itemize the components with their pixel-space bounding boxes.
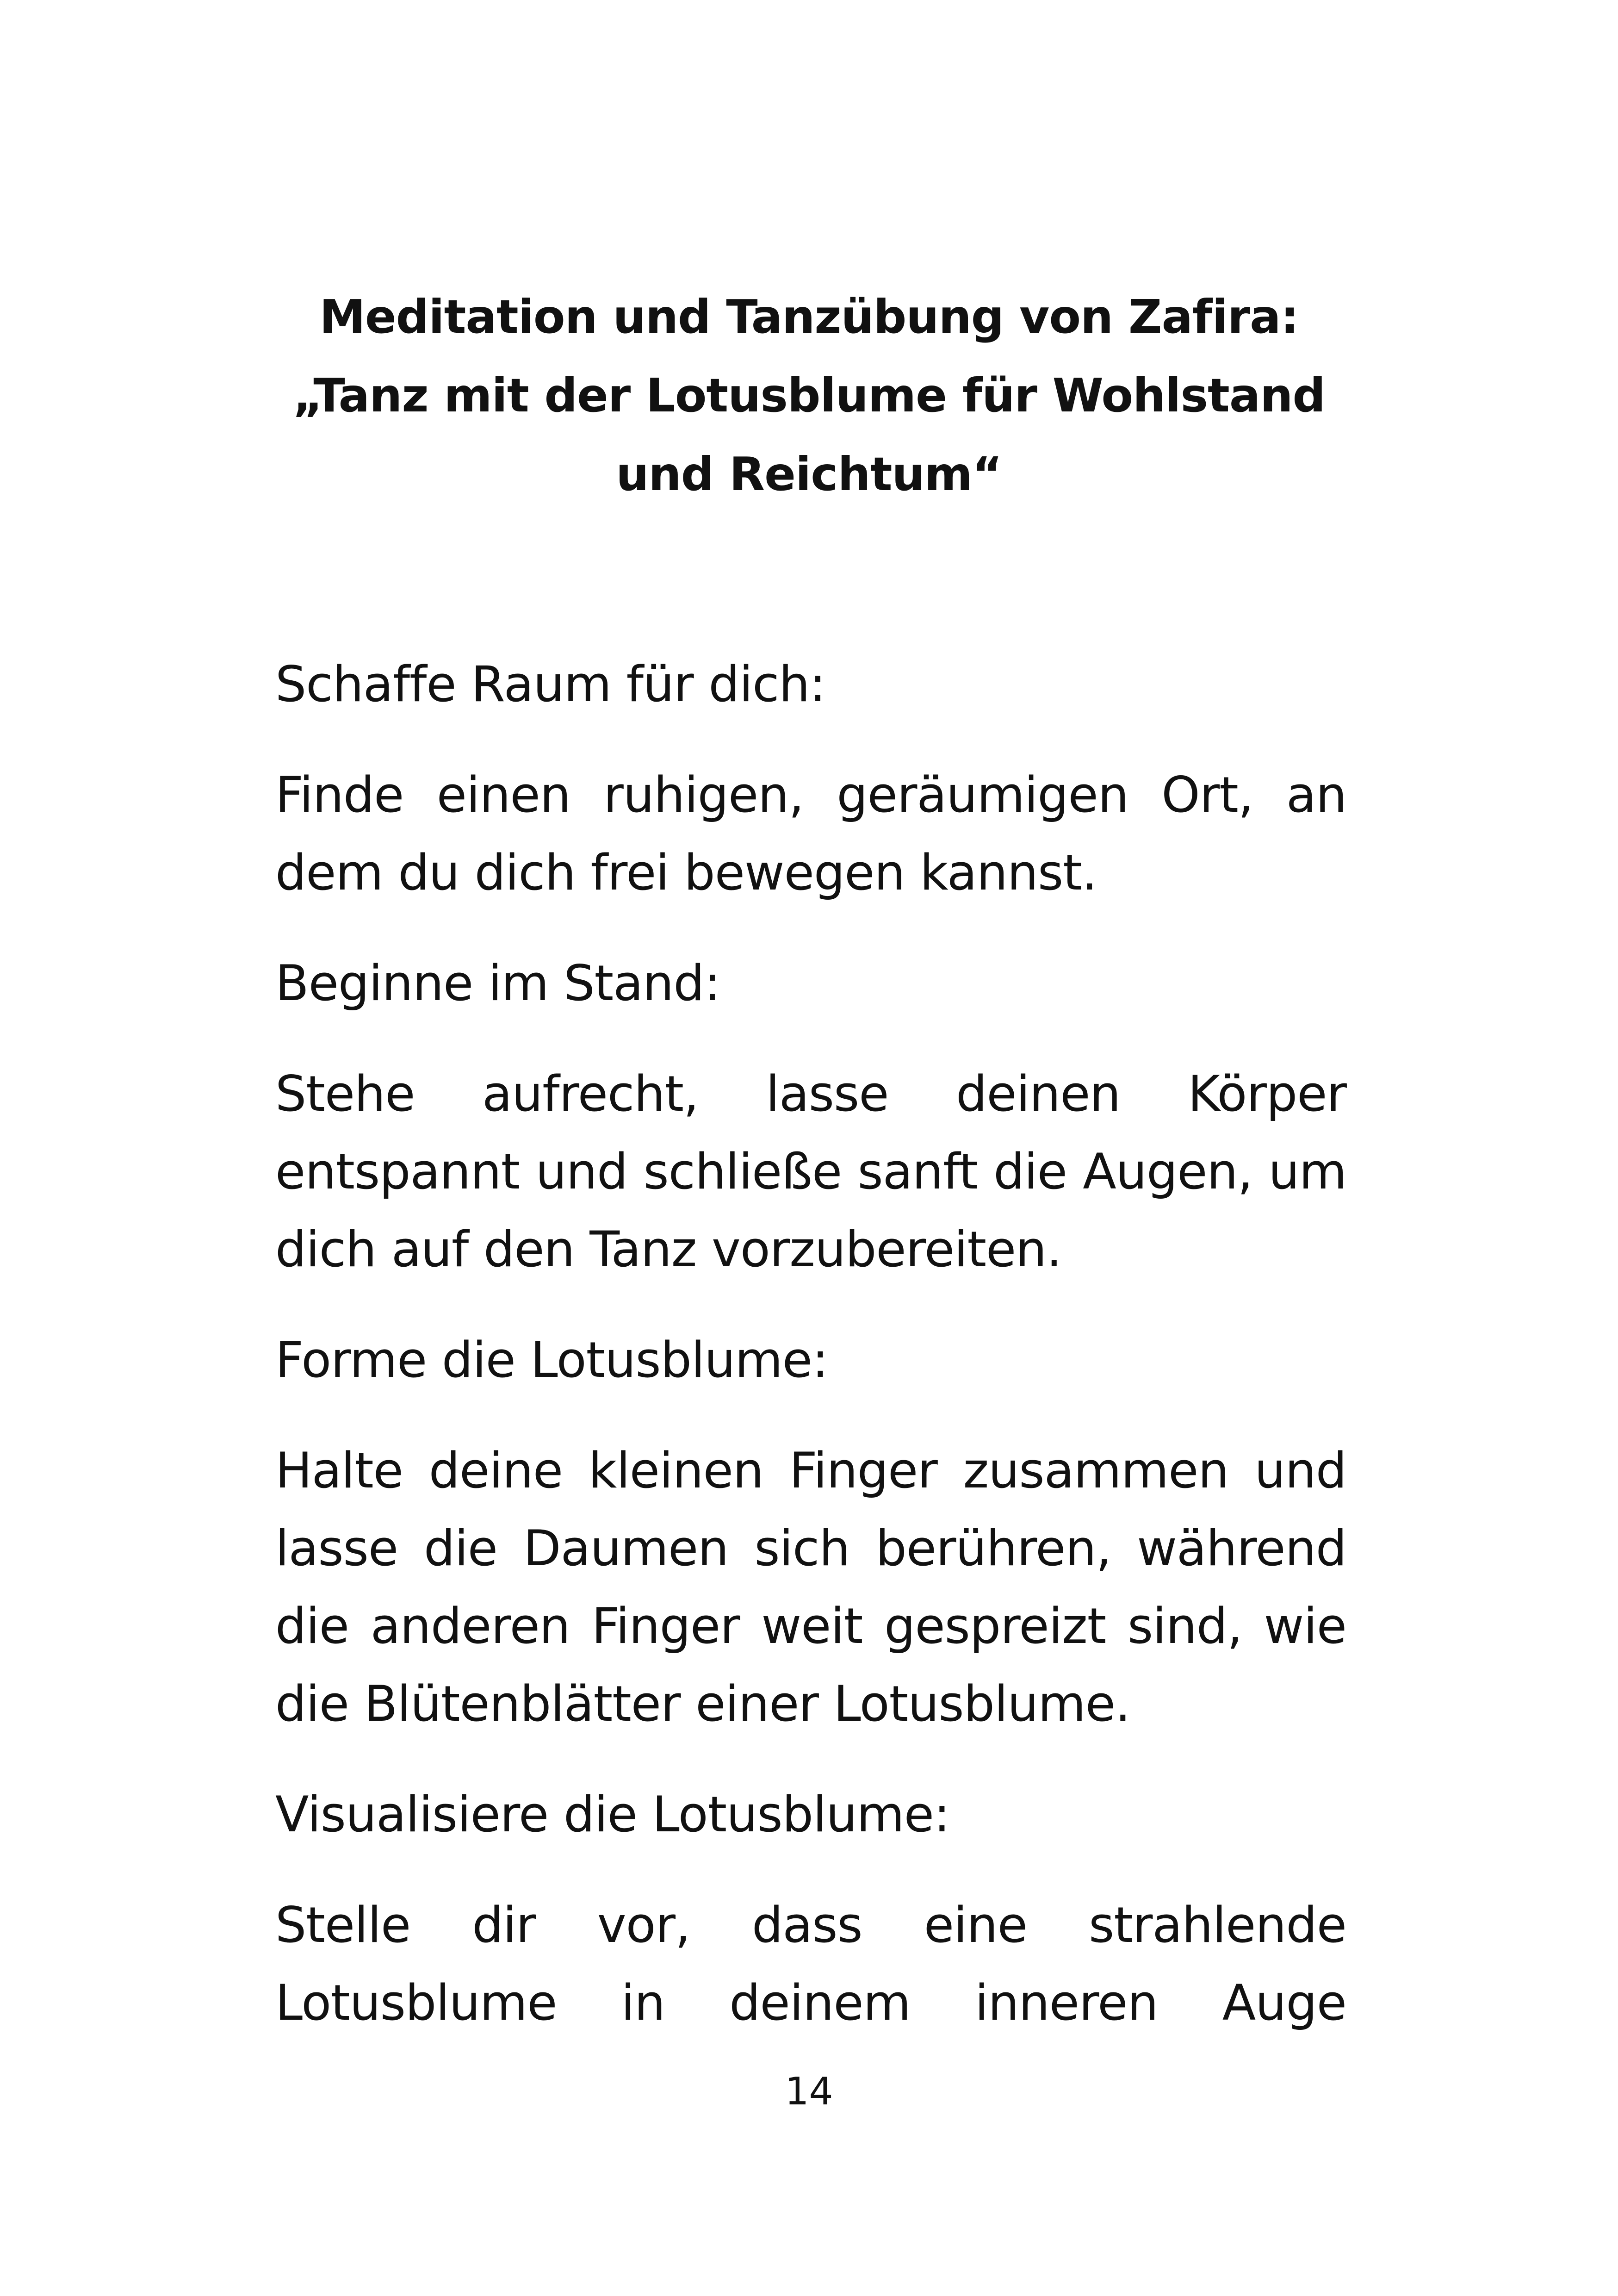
paragraph-stand: Stehe aufrecht, lasse deinen Körper entspannt und schließe sanft die Augen, um dich auf den Tanz vorzubereiten. xyxy=(275,1065,1346,1278)
section-heading-stand: Beginne im Stand: xyxy=(275,955,720,1012)
section-heading-space: Schaffe Raum für dich: xyxy=(275,656,826,713)
section-heading-lotus-form: Forme die Lotusblume: xyxy=(275,1332,828,1388)
paragraph-lotus-form: Halte deine kleinen Finger zusammen und lasse die Daumen sich berühren, während die anderen Finger weit gespreizt sind, wie die Blütenblätter einer Lotusblume. xyxy=(275,1442,1346,1732)
paragraph-space: Finde einen ruhigen, geräumigen Ort, an dem du dich frei bewegen kannst. xyxy=(275,766,1346,901)
title-line-1: Meditation und Tanzübung von Zafira: xyxy=(319,290,1299,344)
title-line-2: „Tanz mit der Lotusblume für Wohlstand xyxy=(292,368,1326,423)
section-heading-visualize: Visualisiere die Lotusblume: xyxy=(275,1786,950,1843)
body-text xyxy=(275,646,1346,2075)
page-title xyxy=(259,278,1359,514)
page-number: 14 xyxy=(785,2070,833,2114)
title-line-3: und Reichtum“ xyxy=(616,447,1002,501)
paragraph-visualize: Stelle dir vor, dass eine strahlende Lotusblume in deinem inneren Auge xyxy=(275,1897,1346,2031)
